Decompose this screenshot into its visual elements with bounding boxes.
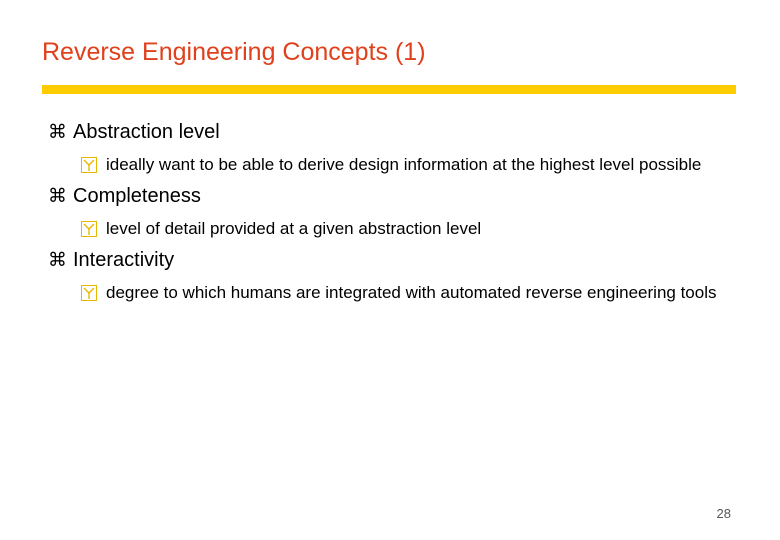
bullet-completeness (48, 182, 748, 210)
sub-bullet-interactivity (56, 282, 756, 304)
slide-title: Reverse Engineering Concepts (1) (42, 38, 426, 66)
sub-bullet-abstraction-level (56, 154, 756, 176)
bullet-interactivity (48, 246, 748, 274)
command-key-icon: ⌘ (48, 121, 67, 143)
title-divider (42, 85, 736, 94)
sub-bullet-text: degree to which humans are integrated with automated reverse engineering tools (106, 283, 717, 302)
sub-bullet-text: ideally want to be able to derive design information at the highest level possible (106, 155, 702, 174)
checkbox-y-icon (81, 285, 97, 301)
bullet-label: Completeness (73, 185, 201, 207)
bullet-label: Abstraction level (73, 121, 220, 143)
checkbox-y-icon (81, 157, 97, 173)
bullet-label: Interactivity (73, 249, 175, 271)
command-key-icon: ⌘ (48, 249, 67, 271)
sub-bullet-text: level of detail provided at a given abstraction level (106, 219, 482, 238)
sub-bullet-completeness (56, 218, 756, 240)
command-key-icon: ⌘ (48, 185, 67, 207)
page-number: 28 (716, 506, 731, 521)
checkbox-y-icon (81, 221, 97, 237)
bullet-abstraction-level (48, 118, 748, 146)
bullet-list (48, 118, 748, 310)
